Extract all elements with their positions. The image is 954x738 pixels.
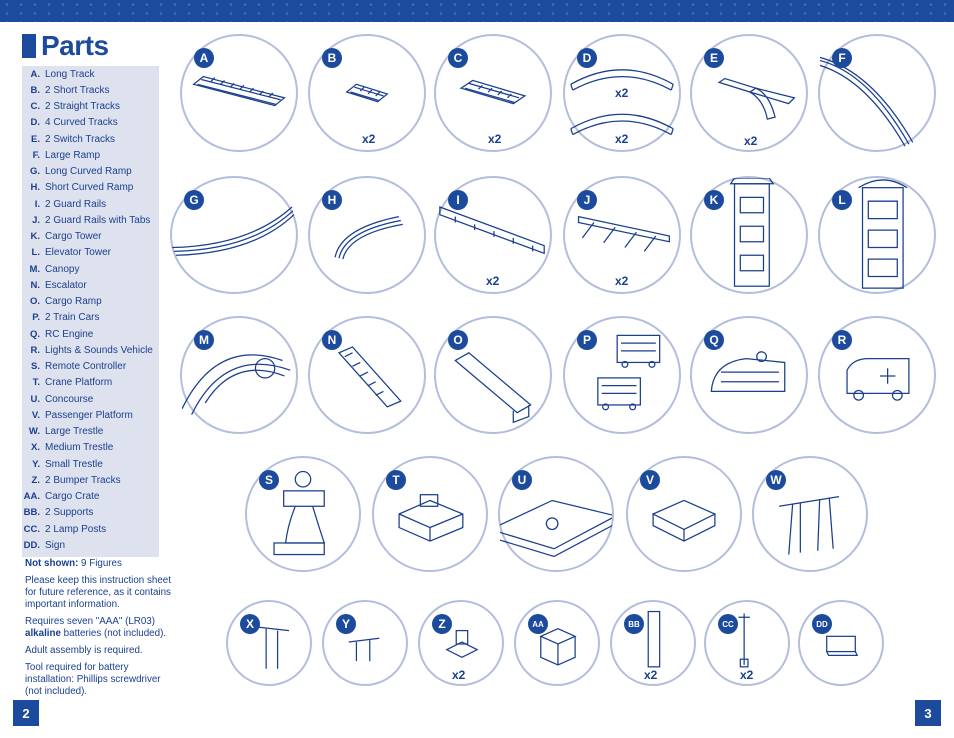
list-letter: T. xyxy=(32,377,40,389)
not-shown-note xyxy=(25,558,175,570)
part-w-diagram xyxy=(752,456,868,572)
part-g-badge: G xyxy=(184,190,204,210)
list-item xyxy=(22,180,159,196)
part-f-diagram xyxy=(818,34,936,152)
list-letter: L. xyxy=(31,247,40,259)
list-letter: A. xyxy=(30,68,40,80)
part-k-diagram xyxy=(690,176,808,294)
tool-note: Tool required for battery installation: Phillips screwdriver (not included). xyxy=(25,662,161,697)
part-j-badge: J xyxy=(577,190,597,210)
list-name: Cargo Tower xyxy=(45,231,102,243)
not-shown-value: 9 Figures xyxy=(78,558,122,569)
title-text: Parts xyxy=(41,30,109,61)
part-aa-badge: AA xyxy=(528,614,548,634)
part-x-diagram xyxy=(226,600,312,686)
list-name: 2 Straight Tracks xyxy=(45,101,121,113)
list-letter: S. xyxy=(31,361,40,373)
part-l-badge: L xyxy=(832,190,852,210)
list-letter: F. xyxy=(32,149,40,161)
list-item xyxy=(22,66,159,82)
list-letter: O. xyxy=(29,296,40,308)
part-q-diagram xyxy=(690,316,808,434)
list-letter: X. xyxy=(31,442,40,454)
list-name: Short Curved Ramp xyxy=(45,182,134,194)
list-name: Elevator Tower xyxy=(45,247,111,259)
list-letter: J. xyxy=(32,214,40,226)
list-item xyxy=(22,375,159,391)
list-item xyxy=(22,229,159,245)
part-cc-qty: x2 xyxy=(740,668,754,682)
list-item xyxy=(22,391,159,407)
list-name: Large Trestle xyxy=(45,426,104,438)
list-name: Long Track xyxy=(45,68,95,80)
list-letter: BB. xyxy=(23,507,40,519)
list-letter: B. xyxy=(30,84,40,96)
part-o-badge: O xyxy=(448,330,468,350)
list-name: Canopy xyxy=(45,263,80,275)
list-item xyxy=(22,212,159,228)
list-name: Medium Trestle xyxy=(45,442,114,454)
part-y-badge: Y xyxy=(336,614,356,634)
list-letter: Y. xyxy=(32,458,40,470)
part-cc-badge: CC xyxy=(718,614,738,634)
part-v-badge: V xyxy=(640,470,660,490)
part-v-diagram xyxy=(626,456,742,572)
list-letter: I. xyxy=(34,198,40,210)
part-p-badge: P xyxy=(577,330,597,350)
page-title xyxy=(22,31,109,61)
part-c-badge: C xyxy=(448,48,468,68)
list-item xyxy=(22,310,159,326)
list-letter: H. xyxy=(30,182,40,194)
part-b-diagram xyxy=(308,34,426,152)
not-shown-label: Not shown: xyxy=(25,558,79,569)
part-aa-diagram xyxy=(514,600,600,686)
part-t-badge: T xyxy=(386,470,406,490)
part-r-diagram xyxy=(818,316,936,434)
part-dd-badge: DD xyxy=(812,614,832,634)
list-item xyxy=(22,277,159,293)
title-square-icon xyxy=(22,34,36,58)
list-item xyxy=(22,147,159,163)
part-d-qty-bottom: x2 xyxy=(615,132,629,146)
part-c-diagram xyxy=(434,34,552,152)
part-l-diagram xyxy=(818,176,936,294)
list-item xyxy=(22,342,159,358)
part-a-badge: A xyxy=(194,48,214,68)
part-m-badge: M xyxy=(194,330,214,350)
part-b-qty: x2 xyxy=(362,132,376,146)
part-f-badge: F xyxy=(832,48,852,68)
list-item xyxy=(22,196,159,212)
list-letter: AA. xyxy=(23,491,40,503)
part-g-diagram xyxy=(170,176,298,294)
part-b-badge: B xyxy=(322,48,342,68)
list-name: Small Trestle xyxy=(45,458,103,470)
list-item xyxy=(22,99,159,115)
list-letter: Q. xyxy=(29,328,40,340)
part-s-diagram xyxy=(245,456,361,572)
part-t-diagram xyxy=(372,456,488,572)
assembly-note: Adult assembly is required. xyxy=(25,645,143,656)
list-name: Sign xyxy=(45,539,66,551)
list-name: Crane Platform xyxy=(45,377,113,389)
part-c-qty: x2 xyxy=(488,132,502,146)
page-number-left: 2 xyxy=(13,700,39,726)
list-name: 2 Lamp Posts xyxy=(45,523,107,535)
part-e-diagram xyxy=(690,34,808,152)
part-bb-qty: x2 xyxy=(644,668,658,682)
list-letter: C. xyxy=(30,101,40,113)
part-bb-badge: BB xyxy=(624,614,644,634)
list-letter: D. xyxy=(30,117,40,129)
list-item xyxy=(22,537,159,553)
list-item xyxy=(22,521,159,537)
list-item xyxy=(22,261,159,277)
list-item xyxy=(22,407,159,423)
list-name: Lights & Sounds Vehicle xyxy=(45,344,153,356)
list-item xyxy=(22,456,159,472)
list-letter: Z. xyxy=(31,474,40,486)
list-letter: M. xyxy=(29,263,40,275)
part-e-badge: E xyxy=(704,48,724,68)
part-y-diagram xyxy=(322,600,408,686)
list-item xyxy=(22,245,159,261)
list-letter: R. xyxy=(30,344,40,356)
list-item xyxy=(22,489,159,505)
list-name: Escalator xyxy=(45,279,87,291)
list-name: Cargo Crate xyxy=(45,491,100,503)
part-z-qty: x2 xyxy=(452,668,466,682)
part-h-diagram xyxy=(308,176,426,294)
list-item xyxy=(22,359,159,375)
part-r-badge: R xyxy=(832,330,852,350)
list-item xyxy=(22,294,159,310)
part-q-badge: Q xyxy=(704,330,724,350)
list-item xyxy=(22,326,159,342)
list-item xyxy=(22,472,159,488)
list-name: 2 Bumper Tracks xyxy=(45,474,121,486)
list-name: Passenger Platform xyxy=(45,409,133,421)
list-letter: N. xyxy=(30,279,40,291)
part-u-badge: U xyxy=(512,470,532,490)
part-j-diagram xyxy=(563,176,681,294)
part-d-badge: D xyxy=(577,48,597,68)
list-item xyxy=(22,505,159,521)
cargo-crate-icon xyxy=(516,602,598,684)
part-w-badge: W xyxy=(766,470,786,490)
part-dd-diagram xyxy=(798,600,884,686)
list-name: Remote Controller xyxy=(45,361,127,373)
list-name: 2 Train Cars xyxy=(45,312,100,324)
part-i-badge: I xyxy=(448,190,468,210)
part-d-qty-top: x2 xyxy=(615,86,629,100)
part-a-diagram xyxy=(180,34,298,152)
list-item xyxy=(22,115,159,131)
list-letter: CC. xyxy=(23,523,40,535)
list-letter: E. xyxy=(31,133,40,145)
part-d-diagram xyxy=(563,34,681,152)
list-name: Large Ramp xyxy=(45,149,101,161)
part-o-diagram xyxy=(434,316,552,434)
list-letter: V. xyxy=(31,409,40,421)
part-n-badge: N xyxy=(322,330,342,350)
list-letter: G. xyxy=(29,166,40,178)
list-name: RC Engine xyxy=(45,328,94,340)
list-letter: DD. xyxy=(23,539,40,551)
parts-list xyxy=(22,66,159,557)
list-name: 2 Switch Tracks xyxy=(45,133,116,145)
part-p-diagram xyxy=(563,316,681,434)
page-number-right: 3 xyxy=(915,700,941,726)
part-z-badge: Z xyxy=(432,614,452,634)
sign-icon xyxy=(800,602,882,684)
keep-sheet-note: Please keep this instruction sheet for future reference, as it contains important information. xyxy=(25,575,171,610)
list-item xyxy=(22,164,159,180)
list-name: Concourse xyxy=(45,393,94,405)
top-banner xyxy=(0,0,954,22)
part-n-diagram xyxy=(308,316,426,434)
part-j-qty: x2 xyxy=(615,274,629,288)
part-k-badge: K xyxy=(704,190,724,210)
part-i-qty: x2 xyxy=(486,274,500,288)
notes xyxy=(25,558,175,703)
part-m-diagram xyxy=(180,316,298,434)
part-s-badge: S xyxy=(259,470,279,490)
list-name: 2 Guard Rails xyxy=(45,198,107,210)
list-name: 2 Guard Rails with Tabs xyxy=(45,214,151,226)
list-letter: P. xyxy=(32,312,40,324)
part-u-diagram xyxy=(498,456,614,572)
list-item xyxy=(22,82,159,98)
list-letter: U. xyxy=(30,393,40,405)
part-e-qty: x2 xyxy=(744,134,758,148)
list-name: 2 Supports xyxy=(45,507,94,519)
part-i-diagram xyxy=(434,176,552,294)
part-h-badge: H xyxy=(322,190,342,210)
small-trestle-icon xyxy=(324,602,406,684)
list-letter: W. xyxy=(28,426,40,438)
battery-note: Requires seven "AAA" (LR03) alkaline batteries (not included). xyxy=(25,616,167,639)
part-bb-diagram xyxy=(610,600,696,686)
list-name: 2 Short Tracks xyxy=(45,84,110,96)
list-name: 4 Curved Tracks xyxy=(45,117,118,129)
part-cc-diagram xyxy=(704,600,790,686)
part-x-badge: X xyxy=(240,614,260,634)
list-item xyxy=(22,131,159,147)
list-letter: K. xyxy=(30,231,40,243)
medium-trestle-icon xyxy=(228,602,310,684)
list-item xyxy=(22,424,159,440)
list-name: Long Curved Ramp xyxy=(45,166,132,178)
list-item xyxy=(22,440,159,456)
part-z-diagram xyxy=(418,600,504,686)
list-name: Cargo Ramp xyxy=(45,296,102,308)
